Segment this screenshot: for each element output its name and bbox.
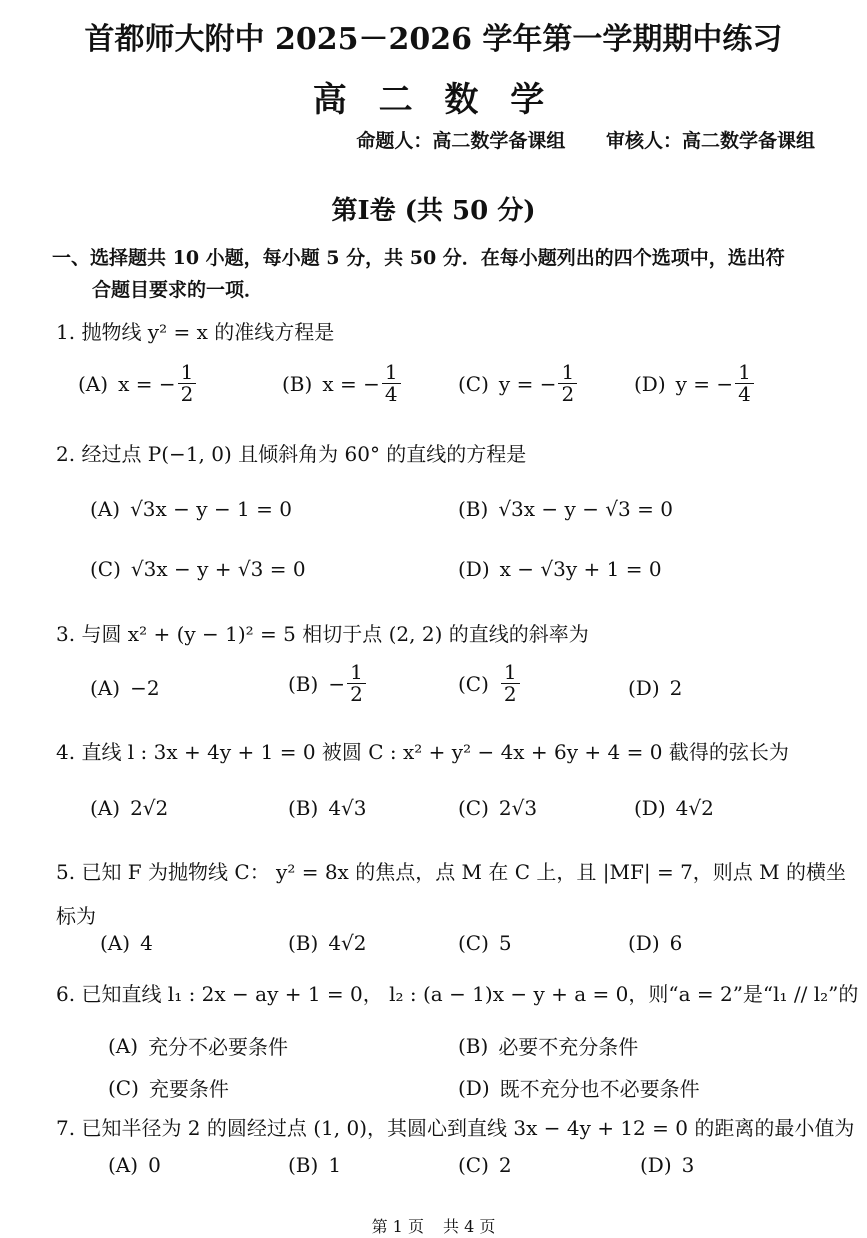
question-4-option-b: (B) 4√3 [288, 796, 367, 820]
section-instructions [52, 242, 822, 306]
question-6-option-b: (B) 必要不充分条件 [458, 1033, 639, 1059]
subject-title: 高 二 数 学 [312, 80, 555, 120]
fraction: $\frac{1}{4}$ [735, 362, 754, 405]
author-text: 命题人：高二数学备课组 [356, 130, 566, 152]
page-footer [0, 1214, 867, 1237]
question-6-option-d: (D) 既不充分也不必要条件 [458, 1075, 700, 1101]
fraction: $\frac{1}{2}$ [347, 662, 366, 705]
question-6-option-c: (C) 充要条件 [108, 1075, 229, 1101]
question-7-stem: 7. 已知半径为 2 的圆经过点 (1, 0)，其圆心到直线 3x − 4y + 12 = 0 的距离的最小值为 [56, 1116, 855, 1140]
section-line-2: 合题目要求的一项． [92, 279, 264, 301]
question-7-option-c: (C) 2 [458, 1153, 512, 1177]
exam-title: 首都师大附中 2025－2026 学年第一学期期中练习 [84, 22, 783, 57]
section-line-1: 一、选择题共 10 小题，每小题 5 分，共 50 分．在每小题列出的四个选项中，选出符 [52, 247, 785, 269]
authors-line [356, 126, 815, 153]
question-3-option-c: (C) $\frac{1}{2}$ [458, 662, 522, 705]
question-2-option-a: (A) √3x − y − 1 = 0 [90, 497, 292, 521]
question-4-option-d: (D) 4√2 [634, 796, 714, 820]
fraction: $\frac{1}{4}$ [382, 362, 401, 405]
question-6-stem: 6. 已知直线 l₁ : 2x − ay + 1 = 0， l₂ : (a − 1)x − y + a = 0，则“a = 2”是“l₁ // l₂”的 [56, 982, 859, 1006]
fraction: $\frac{1}{2}$ [501, 662, 520, 705]
fraction: $\frac{1}{2}$ [178, 362, 197, 405]
question-1-option-d: (D) y = − $\frac{1}{4}$ [634, 362, 756, 405]
fraction: $\frac{1}{2}$ [558, 362, 577, 405]
question-5-stem-continued: 标为 [56, 904, 96, 928]
question-3-option-a: (A) −2 [90, 676, 160, 700]
question-5-option-a: (A) 4 [100, 931, 153, 955]
question-1-stem: 1. 抛物线 y² = x 的准线方程是 [56, 320, 335, 344]
question-7-option-d: (D) 3 [640, 1153, 695, 1177]
question-1-option-a: (A) x = − $\frac{1}{2}$ [78, 362, 198, 405]
page-number: 第 1 页 [371, 1217, 424, 1236]
question-5-option-b: (B) 4√2 [288, 931, 367, 955]
page-total: 共 4 页 [443, 1217, 496, 1236]
question-3-option-b: (B) − $\frac{1}{2}$ [288, 662, 368, 705]
question-2-option-b: (B) √3x − y − √3 = 0 [458, 497, 673, 521]
question-1-option-b: (B) x = − $\frac{1}{4}$ [282, 362, 403, 405]
question-2-option-c: (C) √3x − y + √3 = 0 [90, 557, 306, 581]
reviewer-text: 审核人：高二数学备课组 [605, 130, 815, 152]
question-7-option-a: (A) 0 [108, 1153, 161, 1177]
question-2-stem: 2. 经过点 P(−1, 0) 且倾斜角为 60° 的直线的方程是 [56, 442, 527, 466]
question-5-option-c: (C) 5 [458, 931, 512, 955]
question-2-option-d: (D) x − √3y + 1 = 0 [458, 557, 662, 581]
question-1-option-c: (C) y = − $\frac{1}{2}$ [458, 362, 579, 405]
question-3-option-d: (D) 2 [628, 676, 683, 700]
question-4-stem: 4. 直线 l : 3x + 4y + 1 = 0 被圆 C : x² + y² − 4x + 6y + 4 = 0 截得的弦长为 [56, 740, 789, 764]
question-7-option-b: (B) 1 [288, 1153, 342, 1177]
question-6-option-a: (A) 充分不必要条件 [108, 1033, 289, 1059]
question-3-stem: 3. 与圆 x² + (y − 1)² = 5 相切于点 (2, 2) 的直线的斜率为 [56, 622, 589, 646]
part-title: 第I卷 (共 50 分) [331, 196, 536, 226]
question-4-option-c: (C) 2√3 [458, 796, 538, 820]
question-4-option-a: (A) 2√2 [90, 796, 169, 820]
question-5-option-d: (D) 6 [628, 931, 683, 955]
question-5-stem: 5. 已知 F 为抛物线 C： y² = 8x 的焦点，点 M 在 C 上，且 |MF| = 7，则点 M 的横坐 [56, 860, 846, 884]
